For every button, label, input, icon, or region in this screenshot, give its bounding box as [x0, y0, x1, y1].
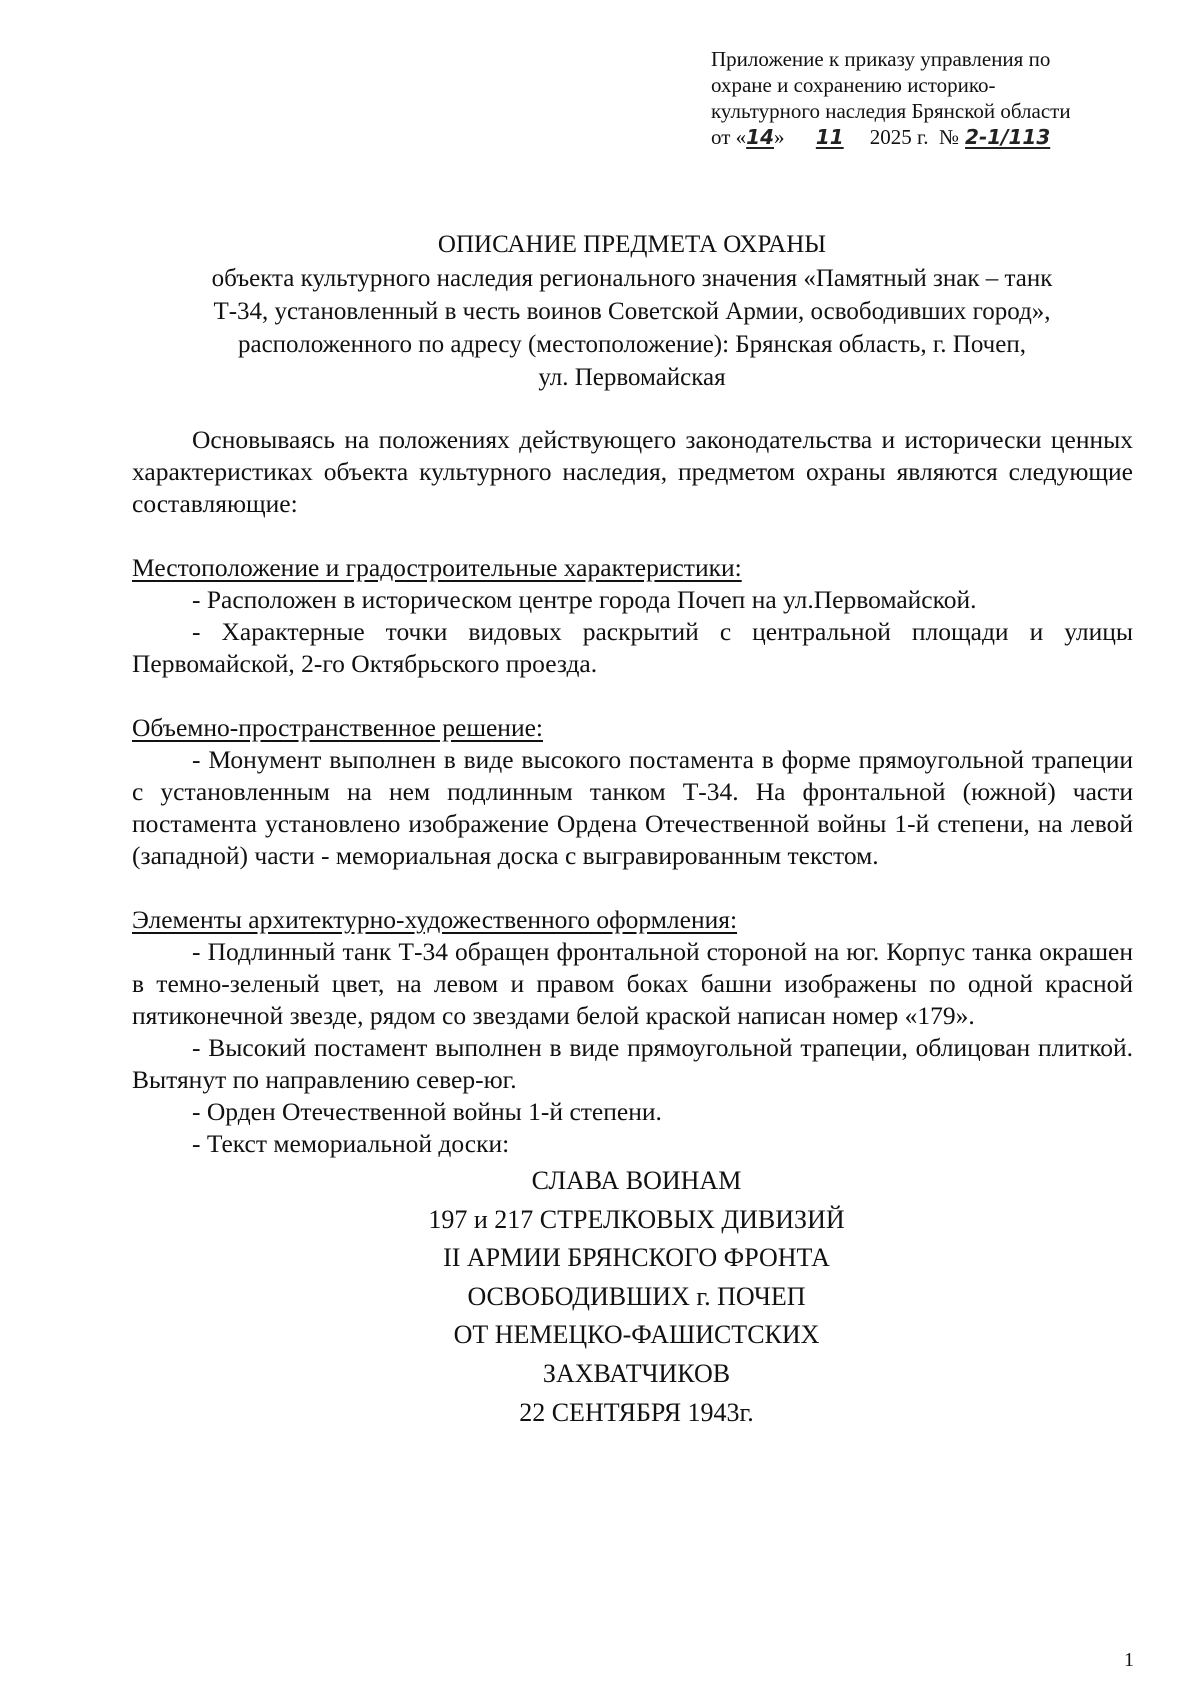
title-description-line: Т-34, установленный в честь воинов Советской Армии, освободивших город»,: [213, 298, 1051, 325]
list-item: - Подлинный танк Т-34 обращен фронтальной стороной на юг. Корпус танка окрашен в темно-зеленый цвет, на левом и правом боках башни изображены по одной красной пятиконечной звезде, рядом со звездами белой краской написан номер «179».: [132, 937, 1133, 1030]
list-item: - Высокий постамент выполнен в виде прямоугольной трапеции, облицован плиткой. Вытянут по направлению север-юг.: [132, 1033, 1133, 1094]
date-mid: »: [774, 125, 785, 149]
date-month-handwritten: 11: [815, 125, 844, 149]
page-number: 1: [1124, 1649, 1134, 1671]
memorial-plaque-text: [132, 1162, 1133, 1432]
section-heading-elements: Элементы архитектурно-художественного оформления:: [132, 905, 738, 934]
memorial-line: II АРМИИ БРЯНСКОГО ФРОНТА: [443, 1243, 830, 1273]
section-heading-location: Местоположение и градостроительные характеристики:: [132, 553, 742, 582]
intro-paragraph: Основываясь на положениях действующего законодательства и исторически ценных характеристиках объекта культурного наследия, предметом охраны являются следующие составляющие:: [132, 425, 1133, 518]
memorial-line: СЛАВА ВОИНАМ: [531, 1166, 742, 1195]
list-item: - Расположен в историческом центре города Почеп на ул.Первомайской.: [192, 585, 977, 614]
title-description-line: ул. Первомайская: [538, 364, 726, 391]
list-item: - Текст мемориальной доски:: [192, 1129, 510, 1158]
title-block: [132, 228, 1132, 394]
list-item: - Монумент выполнен в виде высокого постамента в форме прямоугольной трапеции с установленным на нем подлинным танком Т-34. На фронтальной (южной) части постамента установлено изображение Ордена Отечественной войны 1-й степени, на левой (западной) части - мемориальная доска с выгравированным текстом.: [132, 745, 1133, 870]
number-sign: №: [939, 125, 960, 149]
document-body: [132, 424, 1133, 1432]
date-year: 2025 г.: [869, 125, 929, 149]
section-heading-volume: Объемно-пространственное решение:: [132, 713, 543, 742]
annex-line: культурного наследия Брянской области: [711, 99, 1071, 123]
title-description-line: расположенного по адресу (местоположение): Брянская область, г. Почеп,: [237, 331, 1026, 358]
annex-line: Приложение к приказу управления по: [711, 47, 1051, 71]
title-description-line: объекта культурного наследия регионального значения «Памятный знак – танк: [211, 265, 1053, 292]
date-day-handwritten: 14: [746, 125, 774, 149]
document-title: ОПИСАНИЕ ПРЕДМЕТА ОХРАНЫ: [437, 231, 827, 258]
memorial-line: ОТ НЕМЕЦКО-ФАШИСТСКИХ: [453, 1320, 820, 1350]
list-item: - Характерные точки видовых раскрытий с центральной площади и улицы Первомайской, 2-го Октябрьского проезда.: [132, 617, 1133, 678]
order-number-handwritten: 2-1/113: [965, 125, 1051, 149]
annex-header: [711, 46, 1171, 150]
memorial-line: 197 и 217 СТРЕЛКОВЫХ ДИВИЗИЙ: [428, 1204, 845, 1234]
memorial-line: ОСВОБОДИВШИХ г. ПОЧЕП: [467, 1281, 806, 1311]
annex-date-line: [711, 124, 1171, 150]
memorial-line: 22 СЕНТЯБРЯ 1943г.: [519, 1397, 754, 1427]
date-prefix: от «: [711, 125, 747, 149]
list-item: - Орден Отечественной войны 1-й степени.: [192, 1097, 662, 1126]
annex-line: охране и сохранению историко-: [711, 73, 996, 97]
memorial-line: ЗАХВАТЧИКОВ: [542, 1358, 731, 1388]
